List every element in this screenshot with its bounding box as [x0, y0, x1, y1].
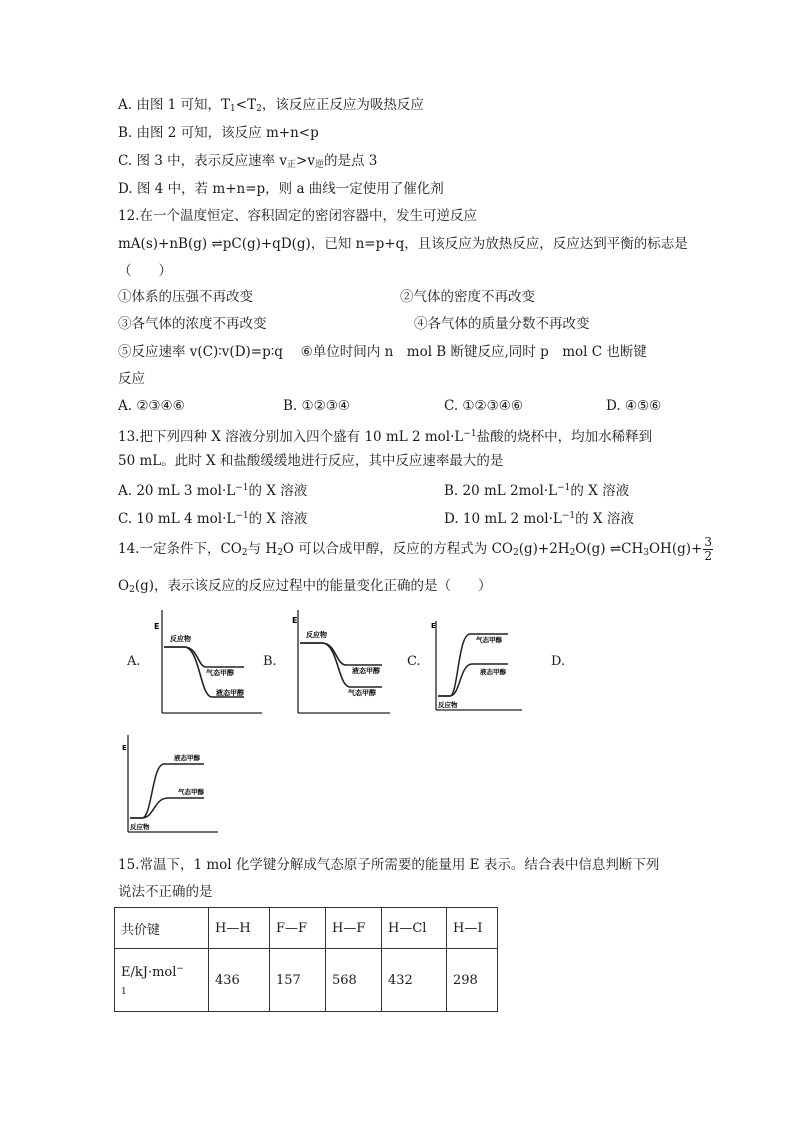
diagram-a-curve-gas	[164, 647, 244, 667]
q12-option-b: B. ①②③④	[283, 398, 350, 414]
q11-option-a: A. 由图 1 可知，$T_1<T_2$，该反应正反应为吸热反应	[118, 97, 424, 114]
diagram-d-label-gas: 气态甲醇	[178, 788, 204, 796]
diagram-d-label-reactant: 反应物	[130, 823, 150, 831]
q14-stem-line1: 14.一定条件下，$CO_2$与 $H_2O$ 可以合成甲醇，反应的方程式为 $CO_2(g)+2H_2O(g)$ $\rightleftharpoons CH_3OH(g)+$ $\frac{3}{2}$	[118, 535, 712, 563]
table-header-cell: H—F	[326, 908, 382, 949]
table-header-cell: F—F	[270, 908, 326, 949]
q11-option-d: D. 图 4 中，若 m+n=p，则 a 曲线一定使用了催化剂	[118, 181, 444, 197]
q11-option-c: C. 图 3 中，表示反应速率 $v_正>v_逆$的是点 3	[118, 153, 378, 170]
diagram-b-label-gas: 气态甲醇	[348, 689, 376, 697]
q14-label-c: C.	[407, 654, 421, 669]
diagram-a-axis-e: E	[154, 622, 160, 631]
table-header-row	[115, 908, 498, 949]
q11-option-b: B. 由图 2 可知，该反应 m+n<p	[118, 125, 319, 141]
table-cell: 298	[447, 949, 498, 1012]
table-header-cell: H—Cl	[382, 908, 447, 949]
table-header-cell: 共价键	[115, 908, 209, 949]
table-header-cell: H—H	[209, 908, 270, 949]
q14-label-b: B.	[263, 654, 277, 669]
q12-option-a: A. ②③④⑥	[118, 398, 185, 414]
table-row-label: E/kJ·mol− 1	[115, 949, 209, 1012]
diagram-b-curve-liquid	[300, 643, 382, 665]
diagram-a-label-liquid: 液态甲醇	[216, 689, 244, 697]
q14-label-a: A.	[127, 654, 141, 669]
diagram-c-label-reactant: 反应物	[438, 701, 458, 709]
q12-statement-5-6: ⑤反应速率 v(C)∶v(D)=p∶q ⑥单位时间内 n mol B 断键反应,同时 p mol C 也断键	[118, 344, 647, 360]
q13-option-c: C. 10 mL 4 $mol\cdot L^{-1}$的 X 溶液	[118, 511, 308, 527]
diagram-d-label-liquid: 液态甲醇	[174, 754, 200, 762]
diagram-a-label-gas: 气态甲醇	[206, 669, 234, 677]
table-cell: 432	[382, 949, 447, 1012]
diagram-b	[290, 605, 405, 720]
q12-statement-1: ①体系的压强不再改变	[118, 289, 253, 305]
table-cell: 568	[326, 949, 382, 1012]
diagram-b-label-liquid: 液态甲醇	[352, 667, 380, 675]
q12-statement-6-cont: 反应	[118, 371, 145, 387]
q12-statement-4: ④各气体的质量分数不再改变	[414, 316, 590, 332]
q13-option-a: A. 20 mL 3 $mol\cdot L^{-1}$的 X 溶液	[118, 483, 308, 499]
diagram-c-axis-e: E	[431, 622, 436, 630]
q12-option-d: D. ④⑤⑥	[606, 398, 662, 414]
diagram-d-curve-gas	[130, 798, 204, 818]
q15-stem-line2: 说法不正确的是	[118, 884, 213, 900]
q14-label-d: D.	[551, 654, 566, 669]
q13-stem-line1: 13.把下列四种 X 溶液分别加入四个盛有 10 mL 2 $mol\cdot L^{-1}$盐酸的烧杯中，均加水稀释到	[118, 429, 653, 445]
q14-stem-line2: $O_2(g)$，表示该反应的反应过程中的能量变化正确的是（ ）	[118, 578, 492, 595]
q13-option-b: B. 20 mL $2mol\cdot L^{-1}$的 X 溶液	[444, 483, 630, 499]
q12-option-c: C. ①②③④⑥	[444, 398, 523, 414]
q13-stem-line2: 50 mL。此时 X 和盐酸缓缓地进行反应，其中反应速率最大的是	[118, 453, 504, 469]
diagram-d	[120, 732, 220, 838]
q13-option-d: D. 10 mL 2 $mol\cdot L^{-1}$的 X 溶液	[444, 511, 634, 527]
diagram-b-axis-e: E	[292, 616, 298, 625]
q12-statement-3: ③各气体的浓度不再改变	[118, 316, 267, 332]
diagram-c	[430, 618, 525, 714]
diagram-b-label-reactant: 反应物	[306, 631, 327, 639]
table-header-cell: H—I	[447, 908, 498, 949]
diagram-a	[150, 605, 265, 720]
fraction-three-halves: $\frac{3}{2}$	[704, 535, 712, 563]
q12-equation: mA(s)+nB(g) ⇌pC(g)+qD(g)，已知 n=p+q，且该反应为放热反应，反应达到平衡的标志是	[118, 236, 688, 252]
table-cell: 436	[209, 949, 270, 1012]
diagram-c-label-gas: 气态甲醇	[476, 636, 502, 644]
diagram-a-label-reactant: 反应物	[170, 635, 191, 643]
q12-stem: 12.在一个温度恒定、容积固定的密闭容器中，发生可逆反应	[118, 208, 477, 224]
diagram-c-label-liquid: 液态甲醇	[480, 668, 506, 676]
diagram-d-axis-e: E	[122, 744, 127, 752]
q15-stem-line1: 15.常温下，1 mol 化学键分解成气态原子所需要的能量用 E 表示。结合表中信息判断下列	[118, 857, 660, 873]
table-cell: 157	[270, 949, 326, 1012]
bond-energy-table	[114, 907, 498, 1012]
table-row	[115, 949, 498, 1012]
q12-statement-2: ②气体的密度不再改变	[400, 289, 535, 305]
q12-blank: （ ）	[118, 263, 172, 279]
